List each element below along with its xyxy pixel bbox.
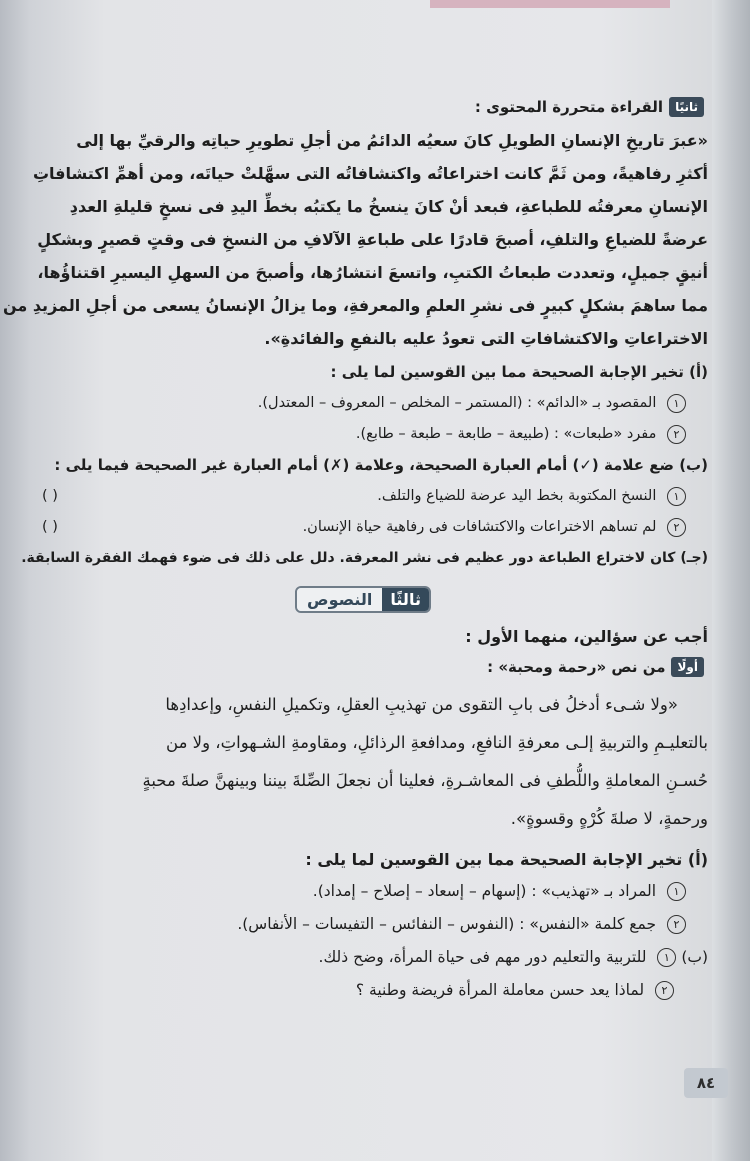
item-number: ٢ <box>667 518 686 537</box>
item-text: المراد بـ «تهذيب» : (إسهام – إسعاد – إصلاح – إمداد). <box>312 882 657 900</box>
section2-quote <box>18 686 708 838</box>
question-a-item-2 <box>18 419 708 450</box>
section2-source: من نص «رحمة ومحبة» : <box>487 658 666 676</box>
section1-paragraph <box>2 124 708 355</box>
answer-paren: ( ) <box>42 519 58 535</box>
question-b-item-2 <box>18 512 708 543</box>
page-content <box>2 92 708 1007</box>
item-number: ١ <box>667 487 686 506</box>
section-banner <box>18 586 708 613</box>
question2-a-label: (أ) <box>687 850 708 869</box>
question-b <box>18 450 708 481</box>
paragraph-line: «عبرَ تاريخِ الإنسانِ الطويلِ كانَ سعيُه الدائمُ من أجلِ تطويرِ حياتِه والرقيِّ بها إلى <box>76 131 708 150</box>
question-b-item-1 <box>18 481 708 512</box>
question2-b-label: (ب) <box>681 948 708 966</box>
question-b-text: ضع علامة (✓) أمام العبارة الصحيحة، وعلامة (✗) أمام العبارة غير الصحيحة فيما يلى : <box>54 456 674 474</box>
question-a <box>18 357 708 388</box>
book-spine <box>712 0 750 1161</box>
item-text: للتربية والتعليم دور مهم فى حياة المرأة، وضح ذلك. <box>318 948 647 966</box>
item-number: ١ <box>667 882 686 901</box>
top-edge-strip <box>430 0 670 8</box>
question2-b-item-2 <box>18 974 708 1007</box>
section2-instruction: أجب عن سؤالين، منهما الأول : <box>465 627 708 646</box>
quote-line: بالتعليـمِ والتربيةِ إلـى معرفةِ النافعِ، ومدافعةِ الرذائلِ، ومقاومةِ الشـهواتِ، ولا من <box>166 733 708 752</box>
question2-a-text: تخير الإجابة الصحيحة مما بين القوسين لما يلى : <box>305 850 683 869</box>
paragraph-line: الإنسانِ معرفتُه للطباعةِ، فبعد أنْ كانَ ينسخُ ما يكتبُه بخطِّ اليدِ فى نسخٍ قليلةِ العددِ <box>69 197 708 216</box>
question2-a-item-2 <box>18 908 708 941</box>
section1-title: القراءة متحررة المحتوى : <box>474 98 664 116</box>
banner-part2: النصوص <box>297 588 382 611</box>
paragraph-line: الاختراعاتِ والاكتشافاتِ التى تعودُ عليه بالنفعِ والفائدةِ». <box>264 329 708 348</box>
section1-heading <box>18 92 708 122</box>
paragraph-line: أنيقٍ جميلٍ، وتعددت طبعاتُ الكتبِ، واتسعَ انتشارُها، وأصبحَ من السهلِ اليسيرِ اقتناؤُها، <box>37 263 708 282</box>
question-a-label: (أ) <box>689 363 708 381</box>
item-number: ٢ <box>667 425 686 444</box>
question-a-item-1 <box>18 388 708 419</box>
question2-b-item-1 <box>18 941 708 974</box>
question-c-label: (جـ) <box>680 550 708 566</box>
answer-paren: ( ) <box>42 488 58 504</box>
paragraph-line: أكثرِ رفاهيةً، ومن ثَمَّ كانت اختراعاتُه واكتشافاتُه التى سهَّلتْ حياتَه، ومن أهمِّ اكتشافاتِ <box>32 164 708 183</box>
paragraph-line: عرضةً للضياعِ والتلفِ، أصبحَ قادرًا على طباعةِ الآلافِ من النسخِ فى وقتٍ قصيرٍ وبشكلٍ <box>37 230 708 249</box>
item-text: جمع كلمة «النفس» : (النفوس – النفائس – التفيسات – الأنفاس). <box>237 915 657 933</box>
question-b-label: (ب) <box>679 456 708 474</box>
question-a-text: تخير الإجابة الصحيحة مما بين القوسين لما يلى : <box>330 363 684 381</box>
item-number: ١ <box>667 394 686 413</box>
question2-a <box>18 844 708 875</box>
banner-part1: ثالثًا <box>382 588 429 611</box>
quote-line: «ولا شـىء أدخلُ فى بابِ التقوى من تهذيبِ العقلِ، وتكميلِ النفسِ، وإعدادِها <box>165 695 678 714</box>
section1-tag: ثانيًا <box>669 97 704 117</box>
question2-a-item-1 <box>18 875 708 908</box>
item-text: مفرد «طبعات» : (طبيعة – طابعة – طبعة – طابع). <box>355 426 657 442</box>
item-number: ١ <box>657 948 676 967</box>
texts-banner <box>295 586 431 613</box>
page-number: ٨٤ <box>684 1068 728 1098</box>
item-text: النسخ المكتوبة بخط اليد عرضة للضياع والتلف. <box>377 488 657 504</box>
question-c <box>18 543 708 574</box>
item-number: ٢ <box>655 981 674 1000</box>
item-number: ٢ <box>667 915 686 934</box>
question-c-text: كان لاختراع الطباعة دور عظيم فى نشر المعرفة. دلل على ذلك فى ضوء فهمك الفقرة السابقة. <box>21 550 676 566</box>
section2-heading <box>18 652 708 682</box>
quote-line: حُسـنِ المعاملةِ واللُّطفِ فى المعاشـرةِ، فعلينا أن نجعلَ الصِّلةَ بيننا وبينهنَّ صلةَ محبةٍ <box>142 771 708 790</box>
item-text: المقصود بـ «الدائم» : (المستمر – المخلص – المعروف – المعتدل). <box>257 395 657 411</box>
item-text: لماذا يعد حسن معاملة المرأة فريضة وطنية ؟ <box>355 981 645 999</box>
quote-line: ورحمةٍ، لا صلةَ كُرْهٍ وقسوةٍ». <box>510 809 708 828</box>
section2-tag: أولًا <box>671 657 704 677</box>
item-text: لم تساهم الاختراعات والاكتشافات فى رفاهية حياة الإنسان. <box>302 519 657 535</box>
paragraph-line: مما ساهمَ بشكلٍ كبيرٍ فى نشرِ العلمِ والمعرفةِ، وما يزالُ الإنسانُ يسعى من أجلِ المزيدِ من <box>2 296 708 315</box>
